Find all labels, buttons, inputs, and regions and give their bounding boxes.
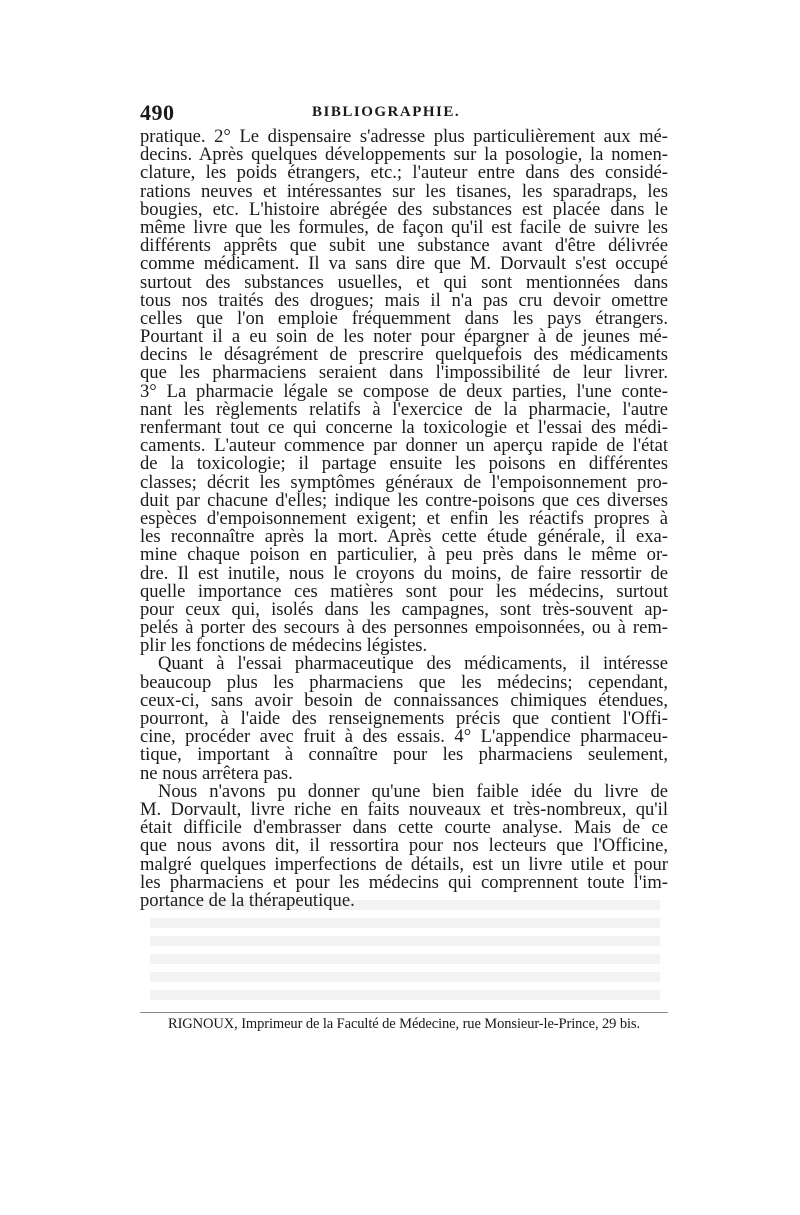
text-line: les reconnaître après la mort. Après cette étude générale, il exa-	[140, 526, 668, 548]
text-line: tous nos traités des drogues; mais il n'a pas cru devoir omettre	[140, 289, 668, 311]
text-line: duit par chacune d'elles; indique les contre-poisons que ces diverses	[140, 489, 668, 511]
text-line: que les pharmaciens seraient dans l'impossibilité de leur livrer.	[140, 362, 668, 384]
text-line: quelle importance ces matières sont pour les médecins, surtout	[140, 580, 668, 602]
text-line: decins le désagrément de prescrire quelquefois des médicaments	[140, 344, 668, 366]
footer-rule	[140, 1012, 668, 1013]
text-line: 3° La pharmacie légale se compose de deux parties, l'une conte-	[140, 380, 668, 402]
text-line: de la toxicologie; il partage ensuite les poisons en différentes	[140, 453, 668, 475]
text-line: clature, les poids étrangers, etc.; l'auteur entre dans des considé-	[140, 162, 668, 184]
text-line: beaucoup plus les pharmaciens que les médecins; cependant,	[140, 671, 668, 693]
text-line: que nous avons dit, il ressortira pour nos lecteurs que l'Officine,	[140, 835, 668, 857]
text-line: celles que l'on emploie fréquemment dans les pays étrangers.	[140, 307, 668, 329]
section-title: BIBLIOGRAPHIE.	[312, 104, 461, 120]
text-line: pourront, à l'aide des renseignements précis que contient l'Offi-	[140, 708, 668, 729]
text-line: malgré quelques imperfections de détails, est un livre utile et pour	[140, 853, 668, 875]
text-line: tique, important à connaître pour les pharmaciens seulement,	[140, 744, 668, 766]
text-line: M. Dorvault, livre riche en faits nouveaux et très-nombreux, qu'il	[140, 798, 668, 820]
text-line: decins. Après quelques développements sur la posologie, la nomen-	[140, 144, 668, 166]
text-line: comme médicament. Il va sans dire que M. Dorvault s'est occupé	[140, 253, 668, 275]
text-line: Quant à l'essai pharmaceutique des médicaments, il intéresse	[158, 653, 668, 675]
text-line: pelés à porter des secours à des personnes empoisonnées, ou à rem-	[140, 617, 668, 639]
text-line: Pourtant il a eu soin de les noter pour épargner à de jeunes mé-	[140, 326, 668, 348]
printer-colophon: RIGNOUX, Imprimeur de la Faculté de Médecine, rue Monsieur-le-Prince, 29 bis.	[168, 1016, 640, 1032]
text-line: cine, procéder avec fruit à des essais. 4° L'appendice pharmaceu-	[140, 726, 668, 748]
text-line: espèces d'empoisonnement exigent; et enfin les réactifs propres à	[140, 507, 668, 529]
text-line: ne nous arrêtera pas.	[140, 762, 293, 784]
text-line: portance de la thérapeutique.	[140, 889, 355, 911]
text-line: pratique. 2° Le dispensaire s'adresse plus particulièrement aux mé-	[140, 126, 668, 147]
text-line: dre. Il est inutile, nous le croyons du moins, de faire ressortir de	[140, 562, 668, 584]
text-line: renfermant tout ce qui concerne la toxicologie et l'essai des médi-	[140, 417, 668, 438]
text-line: rations neuves et intéressantes sur les tisanes, les sparadraps, les	[140, 180, 668, 202]
text-line: mine chaque poison en particulier, à peu près dans le même or-	[140, 544, 668, 566]
text-line: était difficile d'embrasser dans cette courte analyse. Mais de ce	[140, 817, 668, 839]
text-line: pour ceux qui, isolés dans les campagnes, sont très-souvent ap-	[140, 598, 668, 620]
body-text	[140, 128, 668, 910]
bleed-through-shadow	[150, 900, 660, 1000]
text-line: différents apprêts que subit une substance avant d'être délivrée	[140, 235, 668, 257]
text-line: plir les fonctions de médecins légistes.	[140, 635, 428, 657]
text-line: caments. L'auteur commence par donner un aperçu rapide de l'état	[140, 435, 668, 457]
page-number: 490	[140, 100, 175, 125]
text-line: ceux-ci, sans avoir besoin de connaissances chimiques étendues,	[140, 689, 668, 711]
text-line: Nous n'avons pu donner qu'une bien faible idée du livre de	[158, 780, 668, 802]
text-line: les pharmaciens et pour les médecins qui comprennent toute l'im-	[140, 871, 668, 893]
text-line: même livre que les formules, de façon qu'il est facile de suivre les	[140, 216, 668, 238]
text-line: nant les règlements relatifs à l'exercice de la pharmacie, l'autre	[140, 398, 668, 420]
text-line: classes; décrit les symptômes généraux de l'empoisonnement pro-	[140, 471, 668, 493]
running-head	[140, 100, 668, 126]
text-line: bougies, etc. L'histoire abrégée des substances est placée dans le	[140, 198, 668, 220]
text-line: surtout des substances usuelles, et qui sont mentionnées dans	[140, 271, 668, 293]
